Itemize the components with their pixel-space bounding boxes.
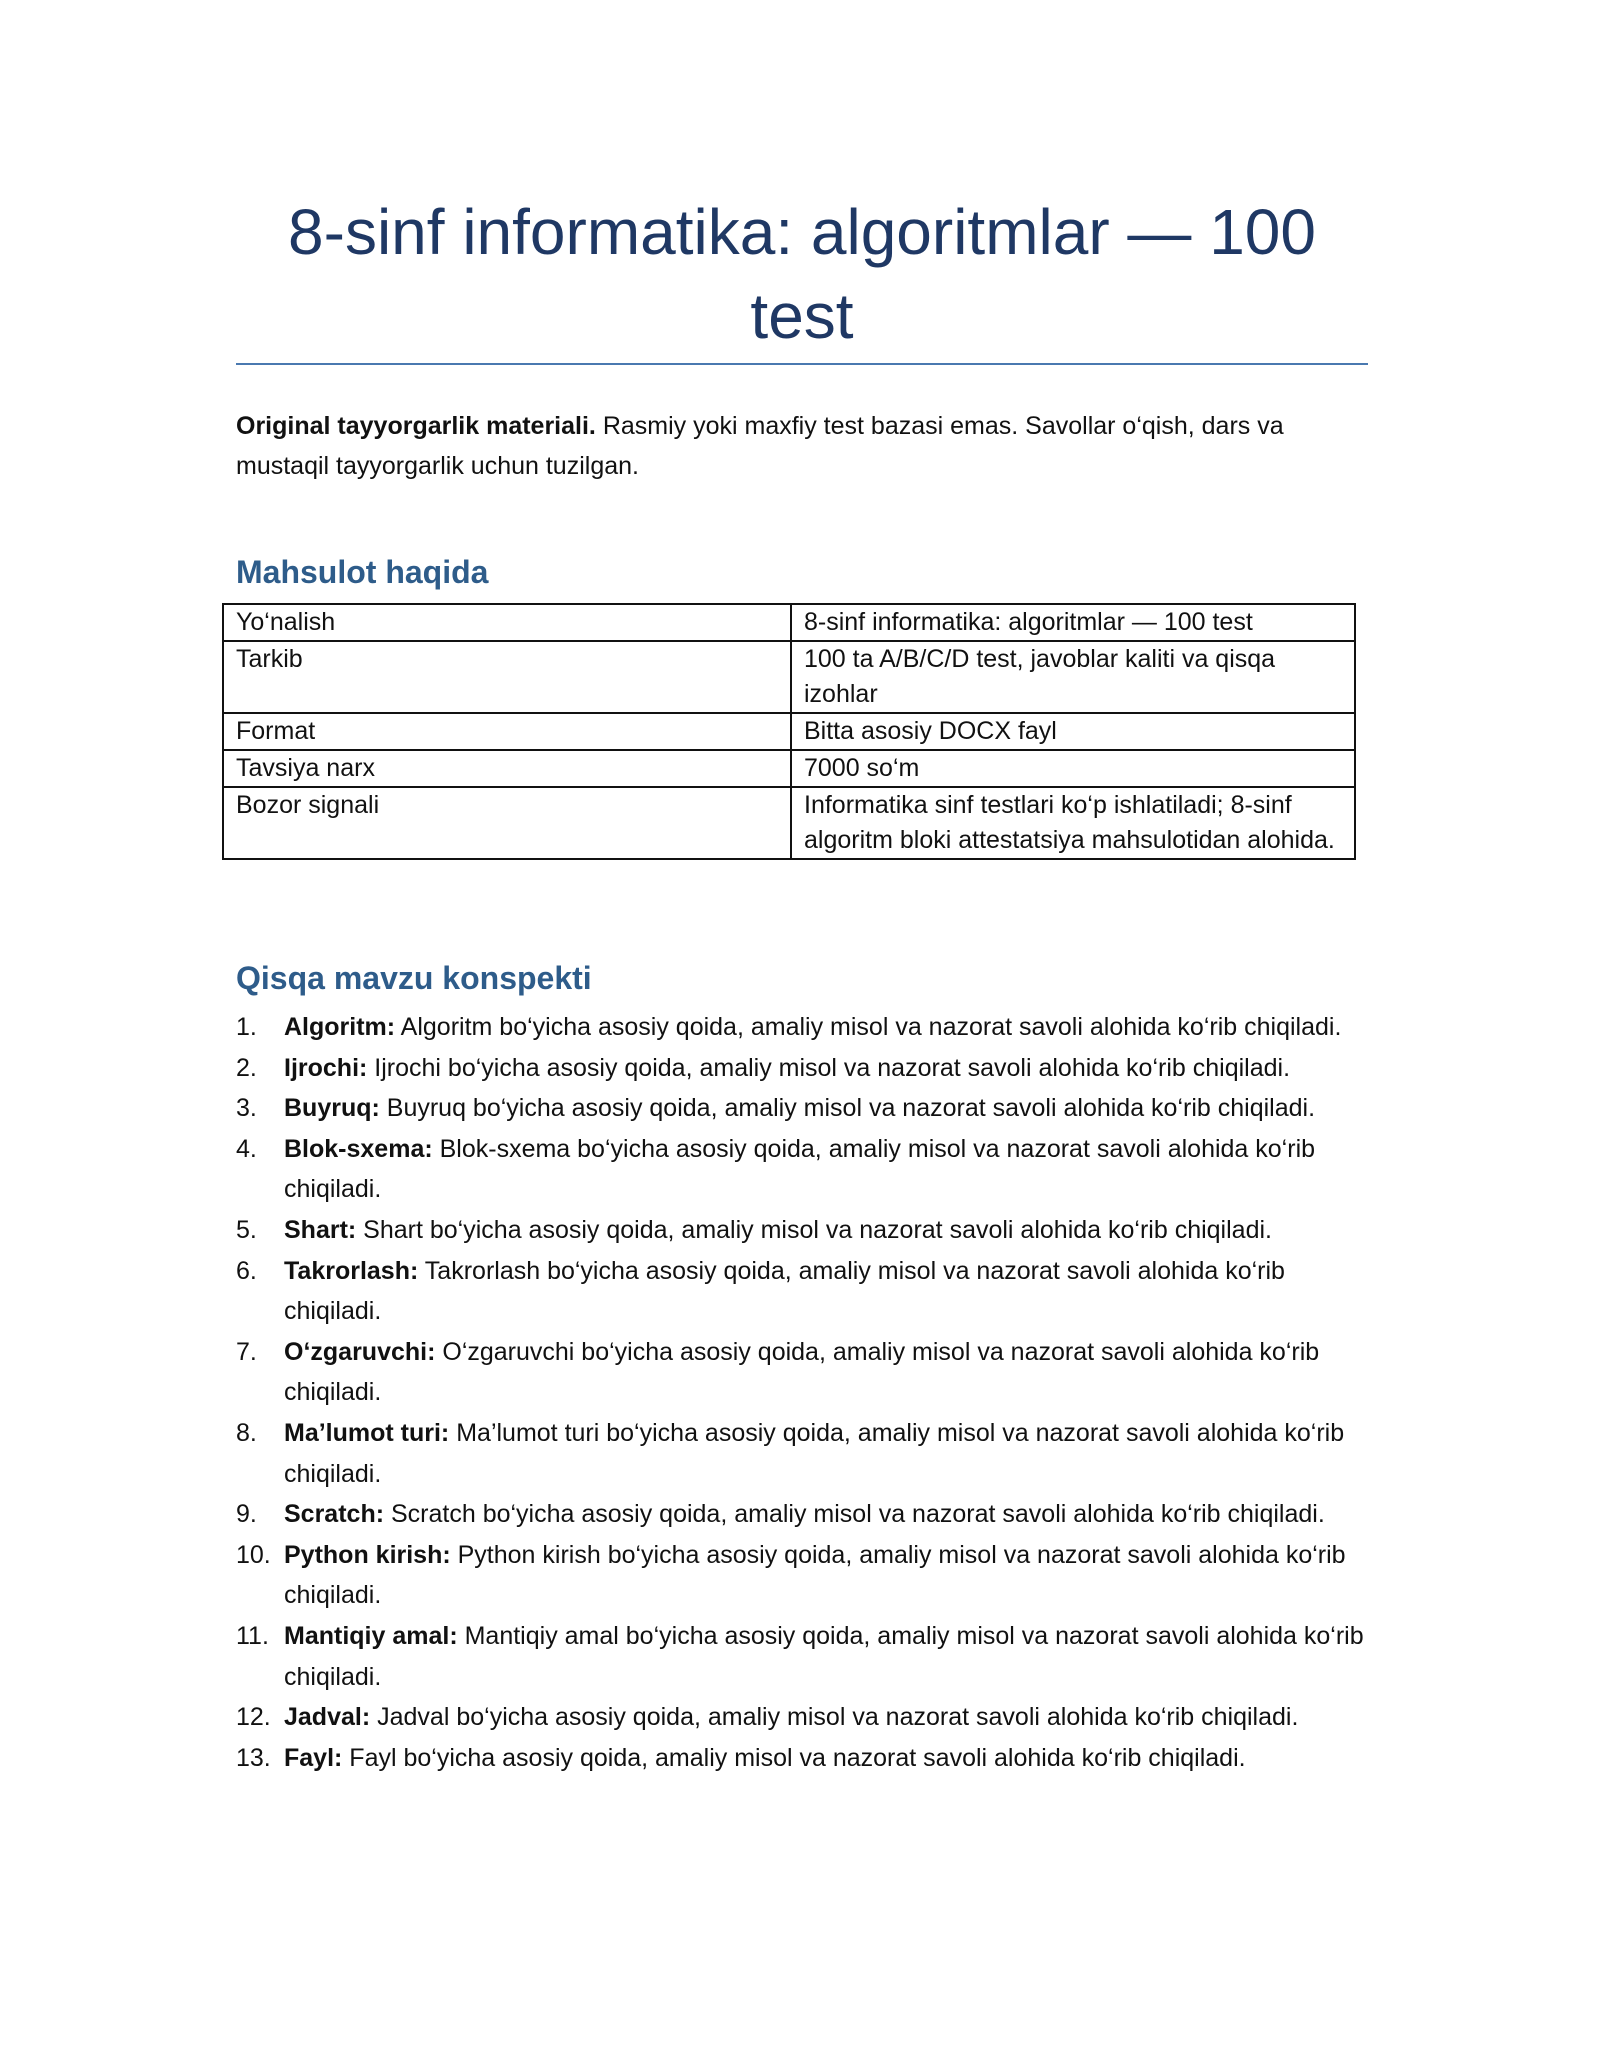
list-text: Python kirish bo‘yicha asosiy qoida, amaliy misol va nazorat savoli alohida ko‘rib chiqiladi.: [284, 1540, 1346, 1610]
list-term: Mantiqiy amal:: [284, 1621, 458, 1650]
list-text: Algoritm bo‘yicha asosiy qoida, amaliy misol va nazorat savoli alohida ko‘rib chiqiladi.: [395, 1013, 1342, 1041]
table-value-cell: Informatika sinf testlari ko‘p ishlatiladi; 8-sinf algoritm bloki attestatsiya mahsulotidan alohida.: [791, 787, 1355, 859]
list-number: 10.: [236, 1540, 271, 1569]
table-key-cell: Format: [223, 713, 791, 750]
list-number: 3.: [236, 1094, 257, 1123]
table-key-cell: Bozor signali: [223, 787, 791, 859]
table-value-cell: Bitta asosiy DOCX fayl: [791, 713, 1355, 750]
list-text: Takrorlash bo‘yicha asosiy qoida, amaliy misol va nazorat savoli alohida ko‘rib chiqiladi.: [284, 1256, 1285, 1326]
list-item: [236, 1535, 1386, 1616]
list-item: [236, 1210, 1386, 1251]
list-number: 11.: [236, 1621, 269, 1650]
list-number: 8.: [236, 1418, 257, 1447]
list-term: Python kirish:: [284, 1540, 451, 1569]
list-term: Blok-sxema:: [284, 1134, 433, 1163]
list-text: Scratch bo‘yicha asosiy qoida, amaliy misol va nazorat savoli alohida ko‘rib chiqiladi.: [384, 1500, 1325, 1529]
intro-text: Rasmiy yoki maxfiy test bazasi emas. Savollar o‘qish, dars va mustaqil tayyorgarlik uchun tuzilgan.: [236, 412, 1284, 480]
list-item: [236, 1738, 1386, 1779]
list-term: Ijrochi:: [284, 1053, 368, 1082]
table-row: [223, 713, 1355, 750]
list-term: Takrorlash:: [284, 1256, 419, 1285]
list-number: 9.: [236, 1500, 257, 1529]
list-number: 5.: [236, 1215, 257, 1244]
list-text: Mantiqiy amal bo‘yicha asosiy qoida, amaliy misol va nazorat savoli alohida ko‘rib chiqiladi.: [284, 1621, 1364, 1691]
list-term: Fayl:: [284, 1743, 343, 1772]
list-term: Ma’lumot turi:: [284, 1418, 450, 1447]
list-item: [236, 1088, 1386, 1129]
about-heading: Mahsulot haqida: [236, 554, 489, 590]
list-item: [236, 1251, 1386, 1332]
table-key-cell: Yo‘nalish: [223, 604, 791, 641]
list-term: Scratch:: [284, 1500, 385, 1529]
list-item: [236, 1332, 1386, 1413]
title-divider: [236, 363, 1368, 365]
table-value-cell: 8-sinf informatika: algoritmlar — 100 test: [791, 604, 1355, 641]
list-text: Fayl bo‘yicha asosiy qoida, amaliy misol va nazorat savoli alohida ko‘rib chiqiladi.: [342, 1743, 1246, 1772]
list-number: 13.: [236, 1743, 271, 1772]
table-value-cell: 7000 so‘m: [791, 750, 1355, 787]
list-number: 4.: [236, 1134, 257, 1163]
table-value-cell: 100 ta A/B/C/D test, javoblar kaliti va qisqa izohlar: [791, 641, 1355, 713]
table-row: [223, 604, 1355, 641]
list-number: 12.: [236, 1703, 271, 1732]
list-item: [236, 1007, 1386, 1048]
intro-paragraph: [236, 406, 1368, 486]
intro-bold-lead: Original tayyorgarlik materiali.: [236, 412, 596, 440]
list-text: O‘zgaruvchi bo‘yicha asosiy qoida, amaliy misol va nazorat savoli alohida ko‘rib chiqiladi.: [284, 1337, 1320, 1407]
list-item: [236, 1048, 1386, 1089]
list-text: Ijrochi bo‘yicha asosiy qoida, amaliy misol va nazorat savoli alohida ko‘rib chiqiladi.: [367, 1053, 1291, 1082]
list-text: Ma’lumot turi bo‘yicha asosiy qoida, amaliy misol va nazorat savoli alohida ko‘rib chiqiladi.: [284, 1418, 1345, 1488]
summary-heading: Qisqa mavzu konspekti: [236, 960, 592, 996]
table-key-cell: Tavsiya narx: [223, 750, 791, 787]
list-number: 2.: [236, 1053, 257, 1082]
list-text: Shart bo‘yicha asosiy qoida, amaliy misol va nazorat savoli alohida ko‘rib chiqiladi.: [356, 1215, 1272, 1244]
table-key-cell: Tarkib: [223, 641, 791, 713]
list-item: [236, 1494, 1386, 1535]
list-term: Shart:: [284, 1215, 357, 1244]
list-item: [236, 1616, 1386, 1697]
list-number: 1.: [236, 1013, 257, 1041]
list-number: 7.: [236, 1337, 257, 1366]
list-text: Buyruq bo‘yicha asosiy qoida, amaliy misol va nazorat savoli alohida ko‘rib chiqiladi.: [379, 1094, 1316, 1123]
list-term: Buyruq:: [284, 1094, 380, 1123]
document-title: 8-sinf informatika: algoritmlar — 100 test: [288, 196, 1316, 352]
list-item: [236, 1697, 1386, 1738]
list-number: 6.: [236, 1256, 257, 1285]
list-item: [236, 1413, 1386, 1494]
list-term: O‘zgaruvchi:: [284, 1337, 436, 1366]
list-text: Jadval bo‘yicha asosiy qoida, amaliy misol va nazorat savoli alohida ko‘rib chiqiladi.: [370, 1703, 1299, 1732]
table-row: [223, 787, 1355, 859]
list-text: Blok-sxema bo‘yicha asosiy qoida, amaliy misol va nazorat savoli alohida ko‘rib chiqiladi.: [284, 1134, 1316, 1204]
table-row: [223, 641, 1355, 713]
topic-list: [236, 1007, 1386, 1778]
list-term: Algoritm:: [284, 1013, 396, 1041]
table-row: [223, 750, 1355, 787]
product-info-table: [222, 603, 1356, 860]
list-term: Jadval:: [284, 1703, 371, 1732]
list-item: [236, 1129, 1386, 1210]
